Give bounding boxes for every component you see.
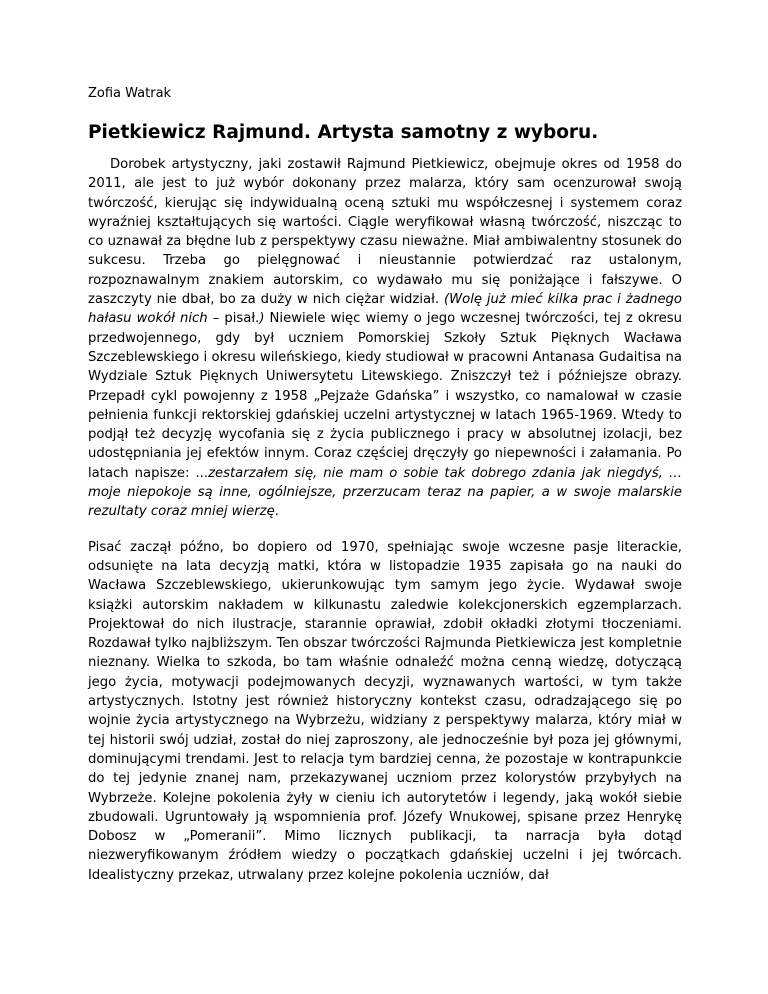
paragraph-1-quote-a-close: ) <box>259 311 265 327</box>
paragraph-1 <box>88 155 682 522</box>
paragraph-1-text-b: – pisał. <box>207 311 260 327</box>
paragraph-1-quote-a: (Wolę już mieć kilka prac i żadnego hałasu wokół nich <box>88 292 682 327</box>
page-title: Pietkiewicz Rajmund. Artysta samotny z wyboru. <box>88 122 599 143</box>
paragraph-1-text-a: Dorobek artystyczny, jaki zostawił Rajmund Pietkiewicz, obejmuje okres od 1958 do 2011, ale jest to już wybór dokonany przez malarza, który sam ocenzurował swoją twórczość, kierując się indywidualną oceną sztuki mu współczesnej i systemem coraz wyraźniej kształtujących się wartości. Ciągle weryfikował własną twórczość, niszcząc to co uznawał za błędne lub z perspektywy czasu nieważne. Miał ambiwalentny stosunek do sukcesu. Trzeba go pielęgnować i nieustannie potwierdzać raz ustalonym, rozpoznawalnym znakiem autorskim, co wydawało mu się poniżające i fałszywe. O zaszczyty nie dbał, bo za duży w nich ciężar widział. <box>88 157 682 308</box>
paragraph-1-text-c: Niewiele więc wiemy o jego wczesnej twórczości, tej z okresu przedwojennego, gdy był uczniem Pomorskiej Szkoły Sztuk Pięknych Wacława Szczeblewskiego i okresu wileńskiego, kiedy studiował w pracowni Antanasa Gudaitisa na Wydziale Sztuk Pięknych Uniwersytetu Litewskiego. Zniszczył też i późniejsze obrazy. Przepadł cykl powojenny z 1958 „Pejzaże Gdańska” i wszystko, co namalował w czasie pełnienia funkcji rektorskiej gdańskiej uczelni artystycznej w latach 1965-1969. Wtedy to podjął też decyzję wycofania się z życia publicznego i pracy w absolutnej izolacji, bez udostępniania jej efektów innym. Coraz częściej dręczyły go niepewności i załamania. Po latach napisze: ... <box>88 311 682 481</box>
paragraph-2: Pisać zaczął późno, bo dopiero od 1970, spełniając swoje wczesne pasje literackie, odsunięte na lata decyzją matki, która w listopadzie 1935 zapisała go na nauki do Wacława Szczeblewskiego, ukierunkowując tym samym jego życie. Wydawał swoje książki autorskim nakładem w kilkunastu zaledwie kolekcjonerskich egzemplarzach. Projektował do nich ilustracje, starannie oprawiał, zdobił okładki złotymi tłoczeniami. Rozdawał tylko najbliższym. Ten obszar twórczości Rajmunda Pietkiewicza jest kompletnie nieznany. Wielka to szkoda, bo tam właśnie odnaleźć można cenną wiedzę, dotyczącą jego życia, motywacji podejmowanych decyzji, wyznawanych wartości, w tym także artystycznych. Istotny jest również historyczny kontekst czasu, odradzającego się po wojnie życia artystycznego na Wybrzeżu, widziany z perspektywy malarza, który miał w tej historii swój udział, został do niej zaproszony, ale jednocześnie był poza jej głównymi, dominującymi trendami. Jest to relacja tym bardziej cenna, że pozostaje w kontrapunkcie do tej jedynie znanej nam, przekazywanej uczniom przez kolorystów przybyłych na Wybrzeże. Kolejne pokolenia żyły w cieniu ich autorytetów i legendy, jaką wokół siebie zbudowali. Ugruntowały ją wspomnienia prof. Józefy Wnukowej, spisane przez Henrykę Dobosz w „Pomeranii”. Mimo licznych publikacji, ta narracja była dotąd niezweryfikowanym źródłem wiedzy o początkach gdańskiej uczelni i jej twórcach. Idealistyczny przekaz, utrwalany przez kolejne pokolenia uczniów, dał <box>88 539 682 883</box>
paragraph-1-quote-b: zestarzałem się, nie mam o sobie tak dobrego zdania jak niegdyś, … moje niepokoje są inne, ogólniejsze, przerzucam teraz na papier, a w swoje malarskie rezultaty coraz mniej wierzę <box>88 465 683 520</box>
author-name: Zofia Watrak <box>88 86 172 101</box>
paragraph-1-text-d: . <box>274 504 279 520</box>
